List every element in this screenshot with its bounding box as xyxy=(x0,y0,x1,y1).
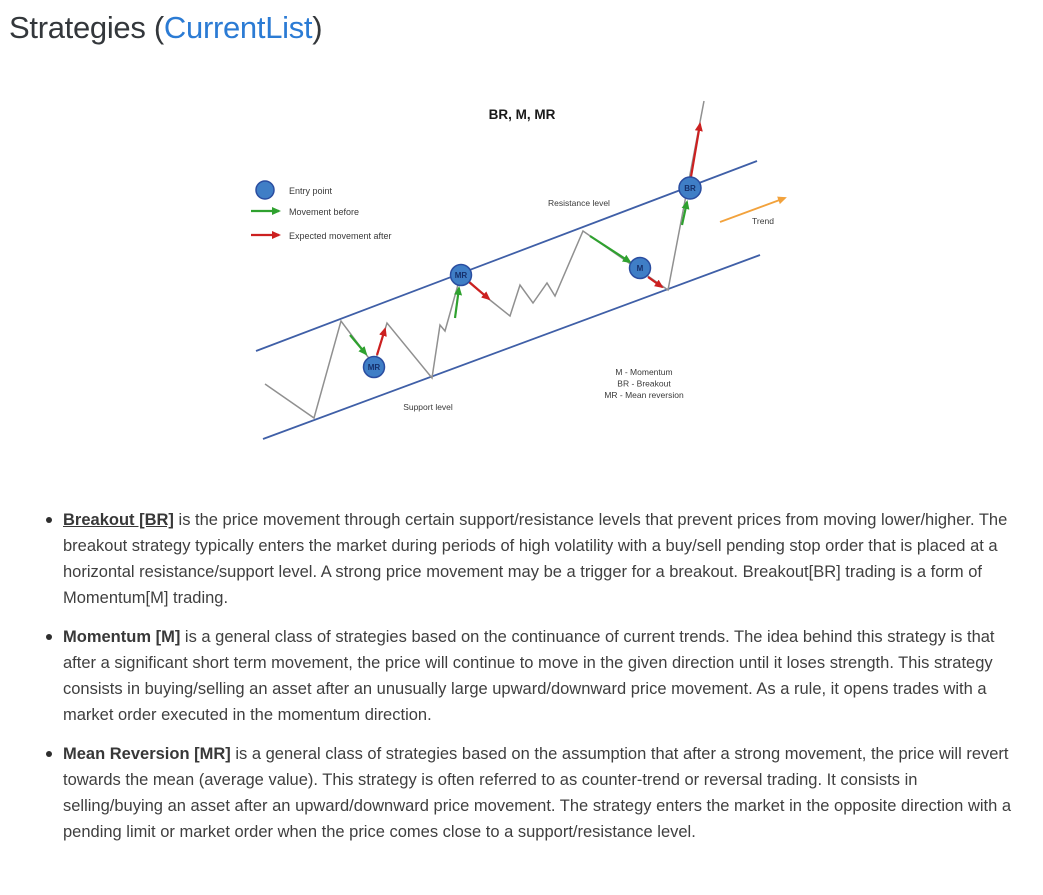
support-line xyxy=(263,255,760,439)
page-title-suffix: ) xyxy=(312,10,323,45)
abbreviation-key xyxy=(604,367,684,400)
legend-expected-after-label: Expected movement after xyxy=(289,231,392,241)
page-title xyxy=(0,0,1043,46)
key-mean-reversion: MR - Mean reversion xyxy=(604,390,684,400)
entry-point-mr-low xyxy=(364,357,385,378)
legend-entry-point-label: Entry point xyxy=(289,186,333,196)
expected-after-arrow-mr-mid xyxy=(469,282,489,299)
strategies-diagram-svg xyxy=(0,88,1043,473)
entry-point-m xyxy=(630,258,651,279)
entry-point-mr-mid xyxy=(451,265,472,286)
strategy-bullet-breakout xyxy=(63,507,1019,611)
figure-legend xyxy=(251,181,392,241)
movement-before-arrow-m xyxy=(590,236,630,262)
breakout-lead: Breakout [BR] xyxy=(63,511,174,529)
breakout-text: is the price movement through certain support/resistance levels that prevent prices from moving lower/higher. The breakout strategy typically enters the market during periods of high volatility with a buy/sell pending stop order that is placed at a horizontal resistance/support level. A strong price movement may be a trigger for a breakout. Breakout[BR] trading is a form of Momentum[M] trading. xyxy=(63,511,1008,607)
strategies-diagram xyxy=(0,88,1043,473)
figure-title: BR, M, MR xyxy=(488,107,556,122)
momentum-lead: Momentum [M] xyxy=(63,628,181,646)
key-breakout: BR - Breakout xyxy=(617,378,671,389)
strategy-list xyxy=(0,507,1043,845)
node-label-mr-mid: MR xyxy=(454,271,468,280)
resistance-level-label: Resistance level xyxy=(548,198,610,208)
key-momentum: M - Momentum xyxy=(615,367,673,377)
page-title-prefix: Strategies ( xyxy=(9,10,164,45)
expected-after-arrow-br xyxy=(691,124,700,177)
node-label-m: M xyxy=(636,264,644,273)
node-label-br: BR xyxy=(684,184,696,193)
momentum-text: is a general class of strategies based on the continuance of current trends. The idea behind this strategy is that after a significant short term movement, the price will continue to move in the given direction until it loses strength. This strategy consists in buying/selling an asset after an unusually large upward/downward price movement. As a rule, it opens trades with a market order executed in the momentum direction. xyxy=(63,628,995,724)
node-label-mr-low: MR xyxy=(367,363,381,372)
legend-movement-before-label: Movement before xyxy=(289,207,360,217)
current-list-link[interactable]: CurrentList xyxy=(163,10,313,45)
entry-point-legend-icon xyxy=(256,181,274,199)
mean-reversion-text: is a general class of strategies based on the assumption that after a strong movement, the price will revert towards the mean (average value). This strategy is often referred to as counter-trend or reversal trading. It consists in selling/buying an asset after an upward/downward price movement. The strategy enters the market in the opposite direction with a pending limit or market order when the price comes close to a support/resistance level. xyxy=(63,745,1012,841)
entry-point-br xyxy=(679,177,701,199)
support-level-label: Support level xyxy=(403,402,453,412)
expected-after-arrow-m xyxy=(648,277,662,287)
strategy-bullet-mean-reversion xyxy=(63,741,1019,845)
trend-label: Trend xyxy=(752,216,774,226)
movement-before-arrow-mr-low xyxy=(350,335,366,354)
strategy-bullet-momentum xyxy=(63,624,1019,728)
expected-after-arrow-mr-low xyxy=(377,329,385,355)
mean-reversion-lead: Mean Reversion [MR] xyxy=(63,745,231,763)
